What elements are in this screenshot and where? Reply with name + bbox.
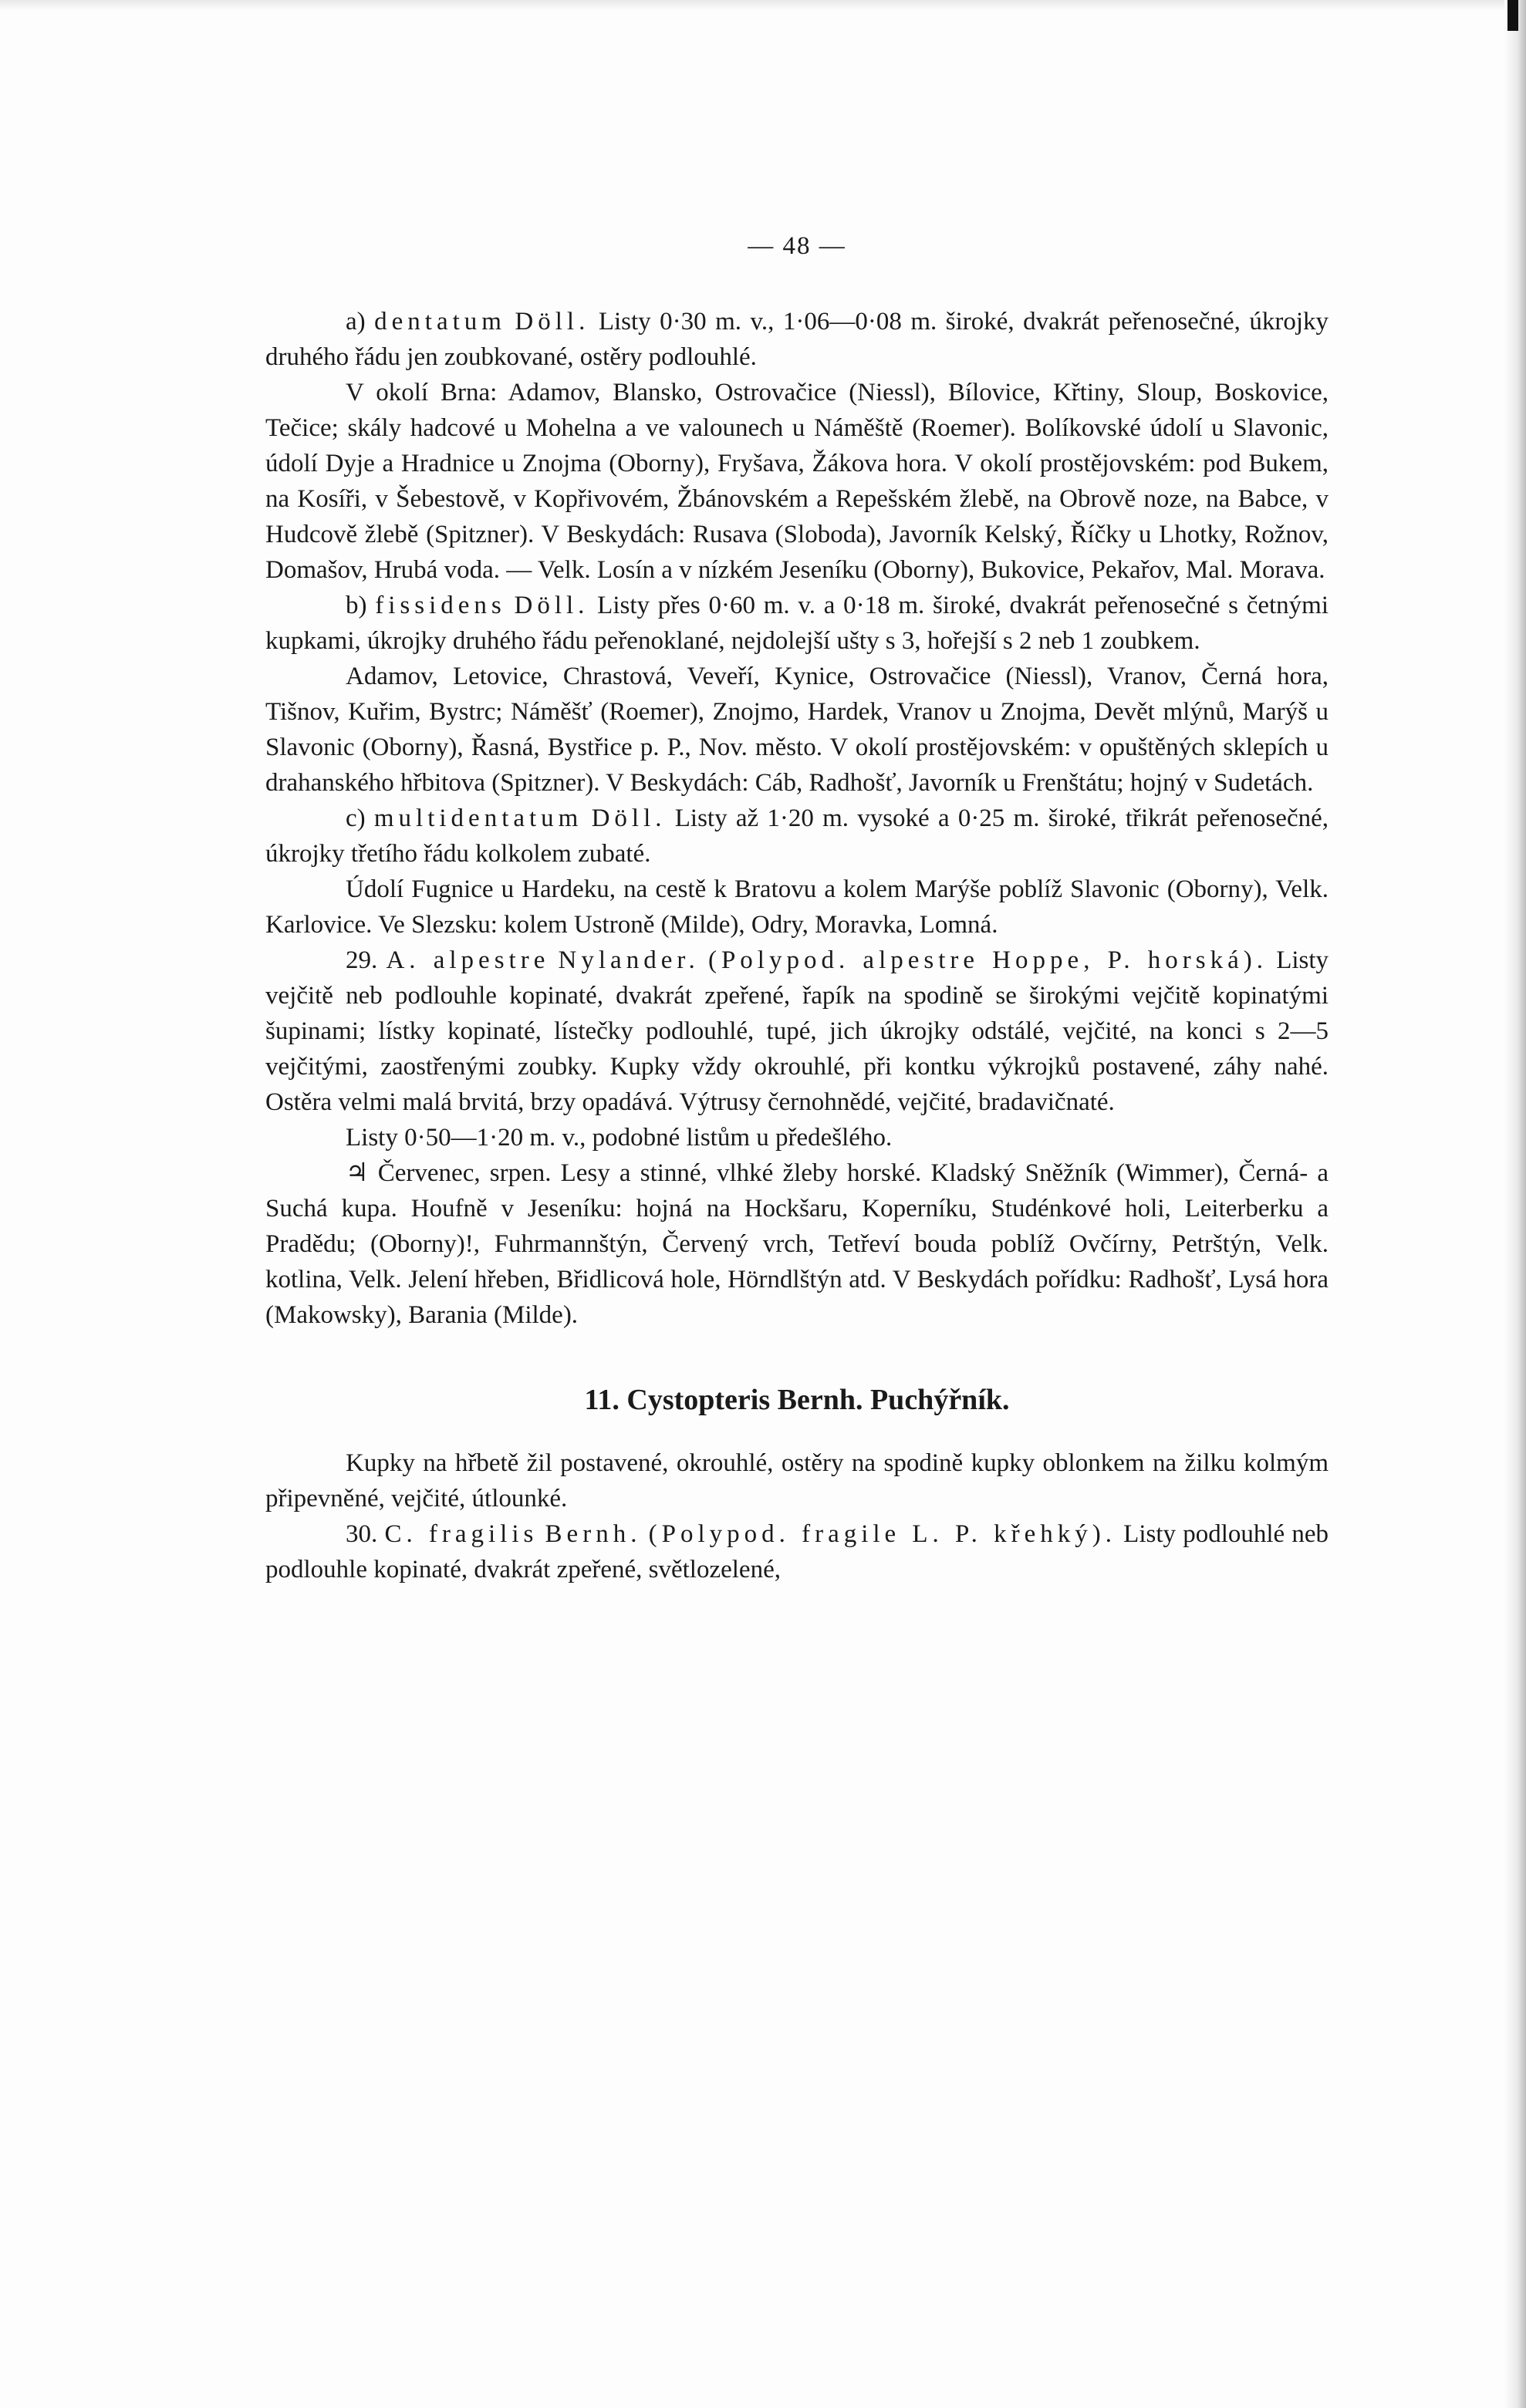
variety-b-desc: b) fissidens Döll. Listy přes 0·60 m. v. a 0·18 m. široké, dvakrát peřenosečné s četnými kupkami, úkrojky druhého řádu peřenoklané, nejdolejší ušty s 3, hořejší s 2 neb 1 zoubkem. bbox=[265, 592, 1329, 655]
perennial-symbol-icon: ♃ bbox=[346, 1159, 369, 1187]
page-number: — 48 — bbox=[748, 232, 846, 260]
species-29-desc: 29. A. alpestre Nylander. (Polypod. alpestre Hoppe, P. horská). Listy vejčitě neb podlouhle kopinaté, dvakrát zpeřené, řapík na spodině se širokými vejčitě kopinatými šupinami; lístky kopinaté, lístečky podlouhlé, tupé, jich úkrojky odstálé, vejčité, na konci s 2—5 vejčitými, zaostřenými zoubky. Kupky vždy okrouhlé, při kontku výkrojků postavené, záhy nahé. Ostěra velmi malá brvitá, brzy opadává. Výtrusy černohnědé, vejčité, bradavičnaté. bbox=[265, 946, 1329, 1116]
variety-b-localities: Adamov, Letovice, Chrastová, Veveří, Kynice, Ostrovačice (Niessl), Vranov, Černá hora, Tišnov, Kuřim, Bystrc; Náměšť (Roemer), Znojmo, Hardek, Vranov u Znojma, Devět mlýnů, Marýš u Slavonic (Oborny), Řasná, Bystřice p. P., Nov. město. V okolí prostějovském: v opuštěných sklepích u drahanského hřbitova (Spitzner). V Beskydách: Cáb, Radhošť, Javorník u Frenštátu; hojný v Sudetách. bbox=[265, 663, 1328, 797]
variety-c-name: multidentatum bbox=[373, 804, 583, 832]
scan-right-edge bbox=[1504, 0, 1526, 2408]
scan-top-edge bbox=[0, 0, 1526, 11]
variety-a-localities: V okolí Brna: Adamov, Blansko, Ostrovačice (Niessl), Bílovice, Křtiny, Sloup, Boskovice, Tečice; skály hadcové u Mohelna a ve valounech u Náměště (Roemer). Bolíkovské údolí u Slavonic, údolí Dyje a Hradnice u Znojma (Oborny), Fryšava, Žákova hora. V okolí prostějovském: pod Bukem, na Kosíři, v Šebestově, v Kopřivovém, Žbánovském a Repešském žlebě, na Obrově noze, na Babce, v Hudcově žlebě (Spitzner). V Beskydách: Rusava (Sloboda), Javorník Kelský, Říčky u Lhotky, Rožnov, Domašov, Hrubá voda. — Velk. Losín a v nízkém Jeseníku (Oborny), Bukovice, Pekařov, Mal. Morava. bbox=[265, 379, 1328, 584]
genus-heading: 11. Cystopteris Bernh. Puchýřník. bbox=[584, 1384, 1010, 1416]
variety-a-desc: a) dentatum Döll. Listy 0·30 m. v., 1·06—0·08 m. široké, dvakrát peřenosečné, úkrojky druhého řádu jen zoubkované, ostěry podlouhlé. bbox=[265, 308, 1328, 371]
species-30-desc: 30. C. fragilis Bernh. (Polypod. fragile L. P. křehký). Listy podlouhlé neb podlouhle kopinaté, dvakrát zpeřené, světlozelené, bbox=[265, 1520, 1329, 1583]
species-29-size: Listy 0·50—1·20 m. v., podobné listům u předešlého. bbox=[346, 1124, 893, 1152]
variety-c-localities: Údolí Fugnice u Hardeku, na cestě k Bratovu a kolem Marýše poblíž Slavonic (Oborny), Velk. Karlovice. Ve Slezsku: kolem Ustroně (Milde), Odry, Moravka, Lomná. bbox=[265, 875, 1328, 939]
variety-c-desc: c) multidentatum Döll. Listy až 1·20 m. vysoké a 0·25 m. široké, třikrát peřenosečné, úkrojky třetího řádu kolkolem zubaté. bbox=[265, 804, 1328, 868]
species-30-name: C. fragilis bbox=[384, 1520, 538, 1548]
page-text bbox=[265, 228, 1328, 1587]
scan-corner-mark bbox=[1507, 0, 1518, 31]
genus-desc: Kupky na hřbetě žil postavené, okrouhlé, ostěry na spodině kupky oblonkem na žilku kolmým připevněné, vejčité, útlounké. bbox=[265, 1449, 1328, 1513]
species-29-localities: ♃ Červenec, srpen. Lesy a stinné, vlhké žleby horské. Kladský Sněžník (Wimmer), Černá- a Suchá kupa. Houfně v Jeseníku: hojná na Hockšaru, Koperníku, Studénkové holi, Leiterberku a Pradědu; (Oborny)!, Fuhrmannštýn, Červený vrch, Tetřeví bouda poblíž Ovčírny, Petrštýn, Velk. kotlina, Velk. Jelení hřeben, Břidlicová hole, Hörndlštýn atd. V Beskydách pořídku: Radhošť, Lysá hora (Makowsky), Barania (Milde). bbox=[265, 1159, 1328, 1329]
variety-b-name: fissidens bbox=[375, 592, 506, 619]
species-29-name: A. alpestre bbox=[386, 946, 550, 974]
variety-a-name: dentatum bbox=[374, 308, 506, 336]
